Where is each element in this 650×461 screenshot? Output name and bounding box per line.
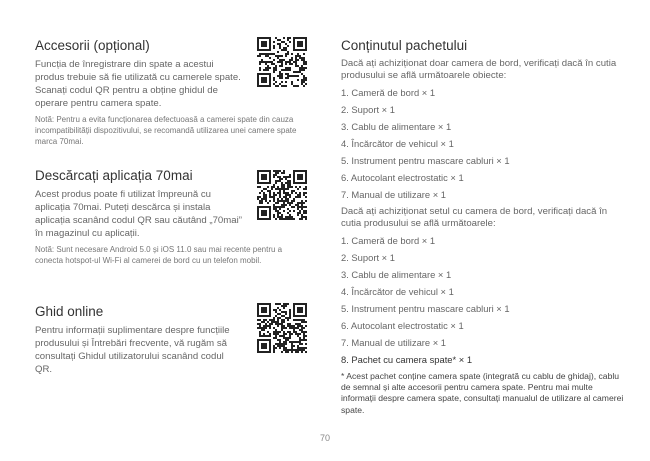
qr-code-icon: [257, 37, 307, 87]
package-contents-section: [341, 37, 626, 416]
package-intro-2: Dacă ați achiziționat setul cu camera de bord, verificați dacă în cutia produsului se află următoarele:: [341, 206, 608, 229]
qr-code-icon: [257, 303, 307, 353]
package-item: 4. Încărcător de vehicul × 1: [341, 286, 454, 297]
package-item: 5. Instrument pentru mascare cabluri × 1: [341, 303, 510, 314]
download-section: [35, 167, 307, 266]
package-item: 6. Autocolant electrostatic × 1: [341, 320, 464, 331]
accessories-heading: Accesorii (opțional): [35, 38, 150, 53]
package-item: 3. Cablu de alimentare × 1: [341, 269, 452, 280]
package-item: 1. Cameră de bord × 1: [341, 235, 436, 246]
accessories-body: Funcția de înregistrare din spate a acestui produs trebuie să fie utilizată cu camerele spate. Scanați codul QR pentru a obține ghidul de operare pentru camera spate.: [35, 59, 241, 109]
accessories-section: [35, 37, 307, 147]
package-item: 7. Manual de utilizare × 1: [341, 189, 447, 200]
guide-body: Pentru informații suplimentare despre funcțiile produsului și Întrebări frecvente, vă rugăm să consultați Ghidul utilizatorului scanând codul QR.: [35, 325, 230, 375]
package-intro-1: Dacă ați achiziționat doar camera de bord, verificați dacă în cutia produsului se află următoarele obiecte:: [341, 58, 617, 81]
package-item: 6. Autocolant electrostatic × 1: [341, 172, 464, 183]
package-item: 8. Pachet cu camera spate* × 1: [341, 354, 473, 365]
accessories-note: Notă: Pentru a evita funcționarea defectuoasă a camerei spate din cauza incompatibilității dispozitivului, se recomandă utilizarea unei camere spate marca 70mai.: [35, 115, 297, 146]
package-item: 7. Manual de utilizare × 1: [341, 337, 447, 348]
package-item: 5. Instrument pentru mascare cabluri × 1: [341, 155, 510, 166]
guide-section: [35, 303, 307, 376]
download-body: Acest produs poate fi utilizat împreună cu aplicația 70mai. Puteți descărca și instala aplicația scanând codul QR sau căutând „70mai” în magazinul cu aplicații.: [35, 189, 242, 239]
package-list-2: [341, 232, 626, 368]
package-list-1: [341, 84, 626, 203]
guide-heading: Ghid online: [35, 304, 104, 319]
download-heading: Descărcați aplicația 70mai: [35, 168, 193, 183]
qr-code-icon: [257, 170, 307, 220]
package-contents-heading: Conținutul pachetului: [341, 38, 468, 53]
package-footnote: * Acest pachet conține camera spate (integrată cu cablu de ghidaj), cablu de semnal și alte accesorii pentru camera spate. Pentru mai multe informații despre camera spate, consultați manualul de utilizare al camerei spate.: [341, 371, 624, 415]
download-note: Notă: Sunt necesare Android 5.0 și iOS 11.0 sau mai recente pentru a conecta hotspot-ul Wi-Fi al camerei de bord cu un telefon mobil.: [35, 245, 283, 265]
package-item: 2. Suport × 1: [341, 252, 395, 263]
page-number: 70: [319, 433, 330, 443]
package-item: 1. Cameră de bord × 1: [341, 87, 436, 98]
package-item: 2. Suport × 1: [341, 104, 395, 115]
package-item: 3. Cablu de alimentare × 1: [341, 121, 452, 132]
package-item: 4. Încărcător de vehicul × 1: [341, 138, 454, 149]
